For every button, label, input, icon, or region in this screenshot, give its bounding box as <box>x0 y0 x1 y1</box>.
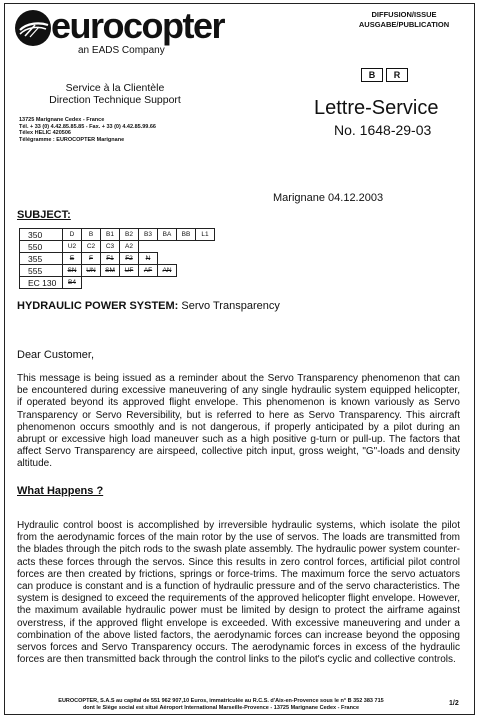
document-page <box>4 3 475 715</box>
applicability-row <box>20 241 215 253</box>
version-cell <box>158 253 177 265</box>
version-cell: SM <box>101 265 120 277</box>
page-number: 1/2 <box>449 700 459 707</box>
version-cell <box>101 277 120 289</box>
body-paragraph: Hydraulic control boost is accomplished by irreversible hydraulic systems, which isolate the pilot from the aerodynamic forces of the main rotor by the use of servos. The loads are transmitted from the blades through the pitch rods to the swash plate assembly. The hydraulic power system counter-acts these forces through the servos. Since this results in zero control forces, artificial pilot control forces are then created by frictions, springs or force-trims. The maximum force the servo actuators can produce is constant and is a function of hydraulic pressure and of the servo characteristics. The system is designed to exceed the requirements of the approved helicopter flight envelope. However, the maximum available hydraulic power must be limited by design to protect the airframe against overstress, if the approved flight envelope is exceeded. With excessive maneuvering and under a combination of the above listed factors, the aerodynamic forces can increase beyond the opposing servos forces and Servo Transparency occurs. The aerodynamic forces in excess of the hydraulic forces are then transmitted back through the control links to the pilot's cyclic and collective controls. <box>17 520 460 666</box>
version-cell: D <box>63 229 82 241</box>
version-cell: B2 <box>120 229 139 241</box>
address-line: Télégramme : EUROCOPTER Marignane <box>19 136 125 143</box>
applicability-row <box>20 277 215 289</box>
diffusion-label <box>351 10 457 30</box>
version-cell: B1 <box>101 229 120 241</box>
version-cell <box>139 241 158 253</box>
document-date: Marignane 04.12.2003 <box>273 192 384 204</box>
applicability-row <box>20 253 215 265</box>
model-cell: EC 130 <box>20 277 63 289</box>
version-cell: L1 <box>196 229 215 241</box>
version-cell: C2 <box>82 241 101 253</box>
version-cell <box>196 241 215 253</box>
company-subtitle: an EADS Company <box>78 45 165 56</box>
model-cell: 355 <box>20 253 63 265</box>
version-cell: F1 <box>101 253 120 265</box>
version-cell <box>177 253 196 265</box>
version-cell: BB <box>177 229 196 241</box>
version-cell: F <box>82 253 101 265</box>
model-cell: 550 <box>20 241 63 253</box>
version-cell <box>158 277 177 289</box>
address-line: Tél. + 33 (0) 4.42.85.85.85 - Fax. + 33 (0) 4.42.85.99.66 <box>19 123 156 130</box>
diffusion-line: AUSGABE/PUBLICATION <box>358 20 450 29</box>
version-cell <box>139 277 158 289</box>
applicability-table <box>19 228 215 289</box>
version-cell <box>177 241 196 253</box>
version-cell: AF <box>139 265 158 277</box>
service-line: Direction Technique Support <box>49 94 181 106</box>
version-cell <box>196 253 215 265</box>
version-cell <box>196 277 215 289</box>
applicability-row <box>20 265 215 277</box>
service-line: Service à la Clientèle <box>65 82 165 94</box>
title-bold: HYDRAULIC POWER SYSTEM: <box>17 300 179 312</box>
body-paragraph: This message is being issued as a reminder about the Servo Transparency phenomenon that can be encountered during excessive maneuvering of any single hydraulic system equipped helicopter, if operated beyond its approved flight envelope. This phenomenon is known variously as Servo Transparency or Servo Reversibility, but is referred to here as Servo Transparency. This aircraft phenomenon occurs smoothly and is not dangerous, if properly anticipated by a pilot during an abrupt or excessive high load maneuver such as a high positive g-turn or pull-up. The factors that affect Servo Transparency are airspeed, collective pitch input, gross weight, "G"-loads and density altitude. <box>17 373 460 470</box>
version-cell: F2 <box>120 253 139 265</box>
version-cell: B4 <box>63 277 82 289</box>
legal-footer <box>25 698 417 712</box>
version-cell <box>177 277 196 289</box>
company-logo-text: eurocopter <box>51 5 225 46</box>
version-cell: U2 <box>63 241 82 253</box>
diffusion-line: DIFFUSION/ISSUE <box>371 10 437 19</box>
service-department <box>35 82 195 106</box>
version-cell: B <box>82 229 101 241</box>
diffusion-box: B <box>361 68 383 82</box>
version-cell <box>120 277 139 289</box>
contact-address <box>19 117 156 143</box>
version-cell <box>196 265 215 277</box>
title-rest: Servo Transparency <box>178 300 280 312</box>
document-number: No. 1648-29-03 <box>334 122 432 138</box>
address-line: 13725 Marignane Cedex - France <box>19 117 105 123</box>
applicability-row <box>20 229 215 241</box>
document-type: Lettre-Service <box>314 97 439 119</box>
version-cell <box>158 241 177 253</box>
version-cell <box>177 265 196 277</box>
version-cell: UN <box>82 265 101 277</box>
version-cell: SN <box>63 265 82 277</box>
version-cell: UF <box>120 265 139 277</box>
diffusion-boxes <box>361 68 411 82</box>
footer-line: EUROCOPTER, S.A.S au capital de 551 962 907,10 Euros, immatriculée au R.C.S. d'Aix-en-Provence sous le n° B 352 383 715 <box>58 698 384 704</box>
version-cell <box>82 277 101 289</box>
version-cell: E <box>63 253 82 265</box>
version-cell: N <box>139 253 158 265</box>
letter-title <box>17 300 280 312</box>
diffusion-box: R <box>386 68 408 82</box>
version-cell: A2 <box>120 241 139 253</box>
footer-line: dont le Siège social est situé Aéroport International Marseille-Provence - 13725 Marignane Cedex - France <box>82 705 360 711</box>
version-cell: B3 <box>139 229 158 241</box>
section-heading: What Happens ? <box>17 485 104 497</box>
version-cell: AN <box>158 265 177 277</box>
version-cell: BA <box>158 229 177 241</box>
model-cell: 350 <box>20 229 63 241</box>
eurocopter-logo-icon <box>15 10 51 46</box>
model-cell: 555 <box>20 265 63 277</box>
version-cell: C3 <box>101 241 120 253</box>
address-line: Télex HELIC 420506 <box>19 130 71 136</box>
greeting: Dear Customer, <box>17 349 95 361</box>
subject-label: SUBJECT: <box>17 209 71 221</box>
